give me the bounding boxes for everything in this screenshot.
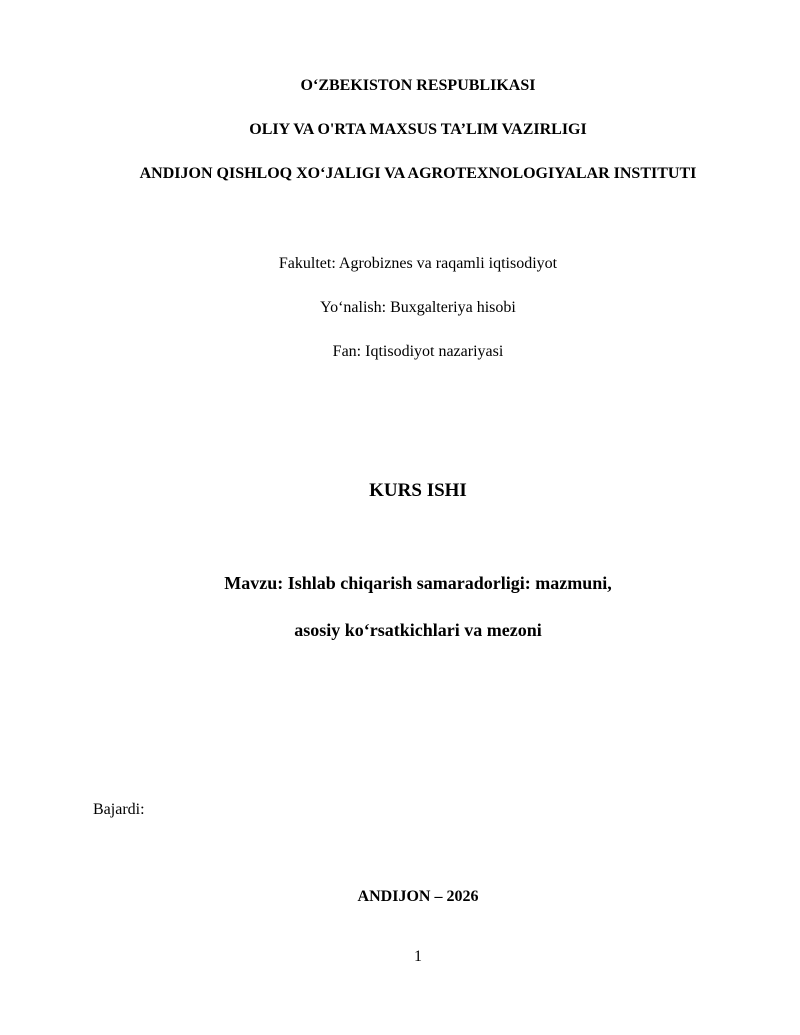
performed-by-label: Bajardi:	[93, 801, 145, 818]
direction-line: Yo‘nalish: Buxgalteriya hisobi	[320, 299, 516, 316]
topic-line-2: asosiy ko‘rsatkichlari va mezoni	[294, 620, 542, 640]
ministry-heading: OLIY VA O'RTA MAXSUS TA’LIM VAZIRLIGI	[249, 121, 587, 138]
page-number: 1	[414, 948, 422, 965]
work-type-title: KURS ISHI	[369, 480, 467, 501]
city-year: ANDIJON – 2026	[357, 888, 479, 905]
institute-heading: ANDIJON QISHLOQ XO‘JALIGI VA AGROTEXNOLOGIYALAR INSTITUTI	[139, 165, 697, 182]
subject-line: Fan: Iqtisodiyot nazariyasi	[332, 343, 504, 360]
faculty-line: Fakultet: Agrobiznes va raqamli iqtisodiyot	[278, 255, 558, 272]
topic-line-1: Mavzu: Ishlab chiqarish samaradorligi: mazmuni,	[224, 573, 612, 593]
republic-heading: O‘ZBEKISTON RESPUBLIKASI	[300, 77, 536, 94]
